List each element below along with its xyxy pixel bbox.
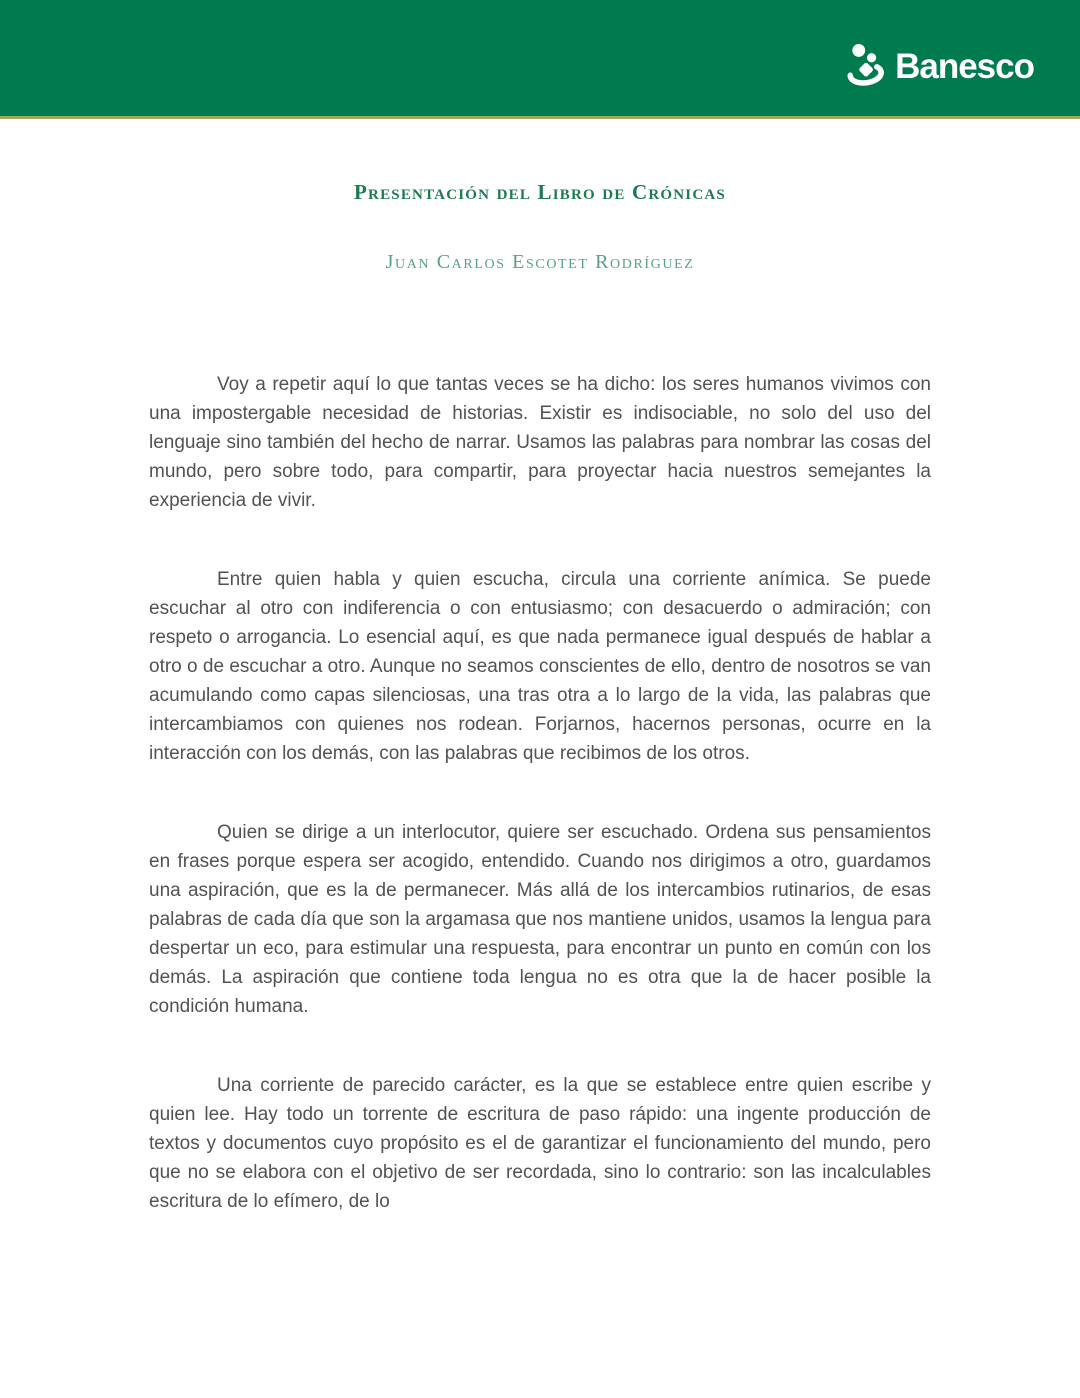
brand-wordmark: Banesco bbox=[895, 46, 1034, 86]
paragraph-1: Voy a repetir aquí lo que tantas veces se ha dicho: los seres humanos vivimos con una impostergable necesidad de historias. Existir es indisociable, no solo del uso del lenguaje sino también del hecho de narrar. Usamos las palabras para nombrar las cosas del mundo, pero sobre todo, para compartir, para proyectar hacia nuestros semejantes la experiencia de vivir. bbox=[149, 374, 931, 511]
banesco-logo bbox=[845, 43, 1034, 89]
document-author: Juan Carlos Escotet Rodríguez bbox=[385, 251, 695, 273]
paragraph-2: Entre quien habla y quien escucha, circula una corriente anímica. Se puede escuchar al otro con indiferencia o con entusiasmo; con desacuerdo o admiración; con respeto o arrogancia. Lo esencial aquí, es que nada permanece igual después de hablar a otro o de escuchar a otro. Aunque no seamos conscientes de ello, dentro de nosotros se van acumulando como capas silenciosas, una tras otra a lo largo de la vida, las palabras que intercambiamos con quienes nos rodean. Forjarnos, hacernos personas, ocurre en la interacción con los demás, con las palabras que recibimos de los otros. bbox=[149, 569, 931, 764]
document-title: Presentación del Libro de Crónicas bbox=[354, 180, 726, 204]
header-bar bbox=[0, 0, 1080, 116]
document-body bbox=[149, 370, 931, 1216]
banesco-pebbles-and-bowl-icon bbox=[845, 43, 889, 89]
paragraph-3: Quien se dirige a un interlocutor, quiere ser escuchado. Ordena sus pensamientos en frases porque espera ser acogido, entendido. Cuando nos dirigimos a otro, guardamos una aspiración, que es la de permanecer. Más allá de los intercambios rutinarios, de esas palabras de cada día que son la argamasa que nos mantiene unidos, usamos la lengua para despertar un eco, para estimular una respuesta, para encontrar un punto en común con los demás. La aspiración que contiene toda lengua no es otra que la de hacer posible la condición humana. bbox=[149, 822, 931, 1017]
paragraph-4: Una corriente de parecido carácter, es la que se establece entre quien escribe y quien lee. Hay todo un torrente de escritura de paso rápido: una ingente producción de textos y documentos cuyo propósito es el de garantizar el funcionamiento del mundo, pero que no se elabora con el objetivo de ser recordada, sino lo contrario: son las incalculables escritura de lo efímero, de lo bbox=[149, 1075, 931, 1212]
accent-line bbox=[0, 116, 1080, 119]
